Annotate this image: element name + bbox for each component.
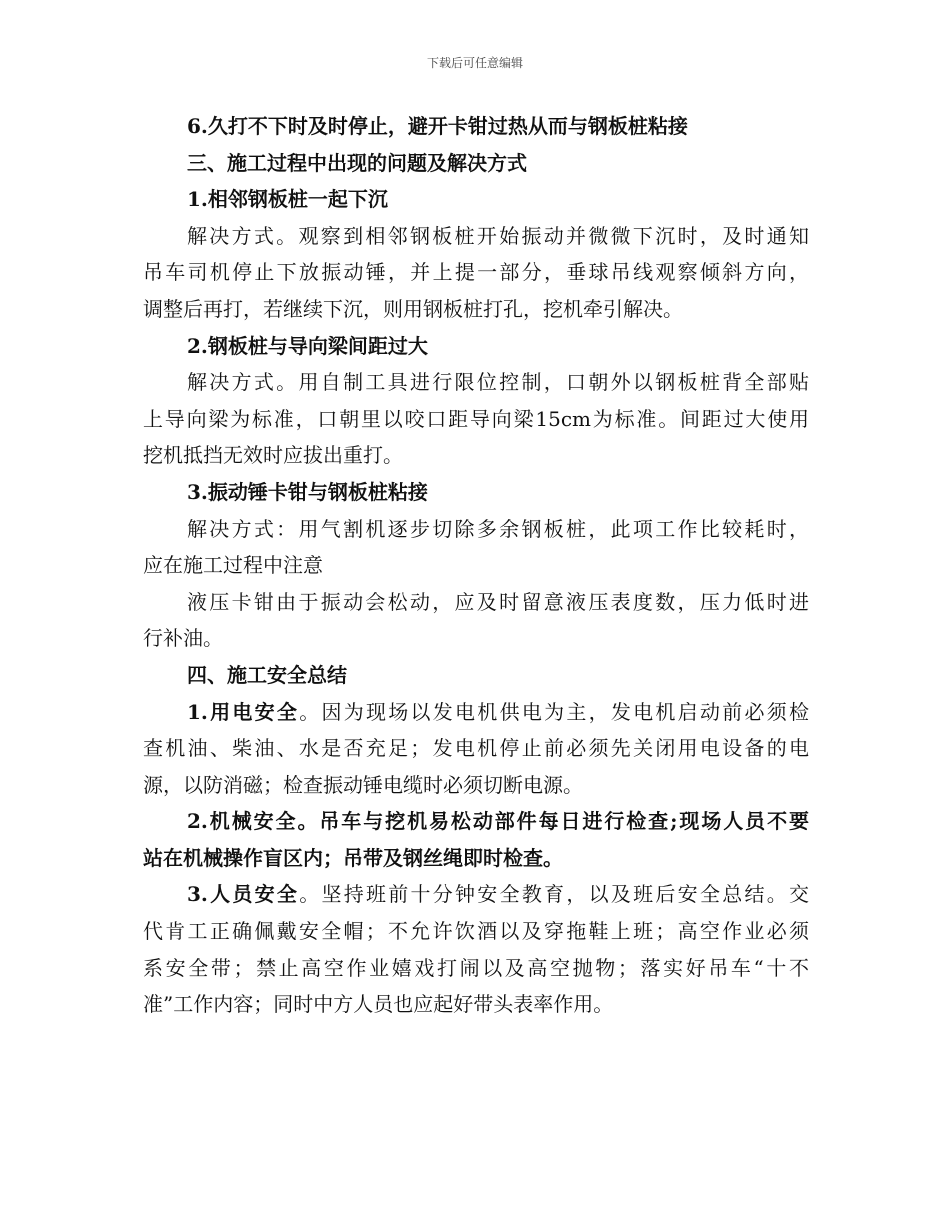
text-line	[143, 620, 809, 657]
text-line	[143, 876, 809, 913]
line-text: 液压卡钳由于振动会松动，应及时留意液压表度数，压力低时进	[187, 589, 809, 614]
line-text: 系安全带；禁止高空作业嬉戏打闹以及高空抛物；落实好吊车“十不	[143, 955, 809, 980]
text-line	[143, 767, 809, 804]
text-line	[143, 547, 809, 584]
text-line	[143, 694, 809, 731]
text-line	[143, 840, 809, 877]
text-line	[143, 108, 809, 145]
line-text: 调整后再打，若继续下沉，则用钢板桩打孔，挖机牵引解决。	[143, 296, 683, 321]
line-text: 查机油、柴油、水是否充足；发电机停止前必须先关闭用电设备的电	[143, 736, 809, 761]
text-line	[143, 474, 809, 511]
line-text: 代肯工正确佩戴安全帽；不允许饮酒以及穿拖鞋上班；高空作业必须	[143, 919, 809, 944]
line-text: 解决方式。观察到相邻钢板桩开始振动并微微下沉时，及时通知	[187, 223, 809, 248]
text-line	[143, 657, 809, 694]
text-line	[143, 254, 809, 291]
text-line	[143, 584, 809, 621]
text-line	[143, 328, 809, 365]
line-text: 上导向梁为标准，口朝里以咬口距导向梁15cm为标准。间距过大使用	[143, 406, 809, 431]
text-line	[143, 986, 809, 1023]
line-text: 。因为现场以发电机供电为主，发电机启动前必须检	[299, 699, 809, 724]
section-lead: 3.人员安全	[187, 882, 300, 907]
text-line	[143, 913, 809, 950]
text-line	[143, 364, 809, 401]
line-text: 挖机抵挡无效时应拔出重打。	[143, 443, 403, 468]
text-line	[143, 437, 809, 474]
text-line	[143, 730, 809, 767]
line-text: 行补油。	[143, 626, 223, 651]
line-text: 三、施工过程中出现的问题及解决方式	[187, 150, 527, 175]
line-text: 吊车司机停止下放振动锤，并上提一部分，垂球吊线观察倾斜方向，	[143, 260, 809, 285]
text-line	[143, 145, 809, 182]
text-line	[143, 511, 809, 548]
line-text: 2.机械安全。吊车与挖机易松动部件每日进行检查;现场人员不要	[187, 809, 809, 834]
line-text: 解决方式：用气割机逐步切除多余钢板桩，此项工作比较耗时，	[187, 516, 809, 541]
line-text: 准”工作内容；同时中方人员也应起好带头表率作用。	[143, 992, 614, 1017]
line-text: 应在施工过程中注意	[143, 553, 323, 578]
line-text: 。坚持班前十分钟安全教育，以及班后安全总结。交	[299, 882, 809, 907]
text-line	[143, 291, 809, 328]
line-text: 四、施工安全总结	[187, 662, 347, 687]
line-text: 6.久打不下时及时停止，避开卡钳过热从而与钢板桩粘接	[187, 114, 688, 138]
line-text: 源，以防消磁；检查振动锤电缆时必须切断电源。	[143, 772, 583, 797]
section-lead: 1.用电安全	[187, 699, 300, 724]
text-line	[143, 401, 809, 438]
line-text: 解决方式。用自制工具进行限位控制，口朝外以钢板桩背全部贴	[187, 370, 809, 395]
line-text: 2.钢板桩与导向梁间距过大	[187, 333, 428, 358]
text-line	[143, 950, 809, 987]
line-text: 1.相邻钢板桩一起下沉	[187, 187, 388, 212]
page-header: 下载后可任意编辑	[426, 56, 523, 70]
line-text: 3.振动锤卡钳与钢板桩粘接	[187, 479, 428, 504]
text-line	[143, 181, 809, 218]
document-body	[143, 108, 809, 1023]
text-line	[143, 803, 809, 840]
text-line	[143, 218, 809, 255]
line-text: 站在机械操作盲区内；吊带及钢丝绳即时检查。	[143, 845, 563, 870]
